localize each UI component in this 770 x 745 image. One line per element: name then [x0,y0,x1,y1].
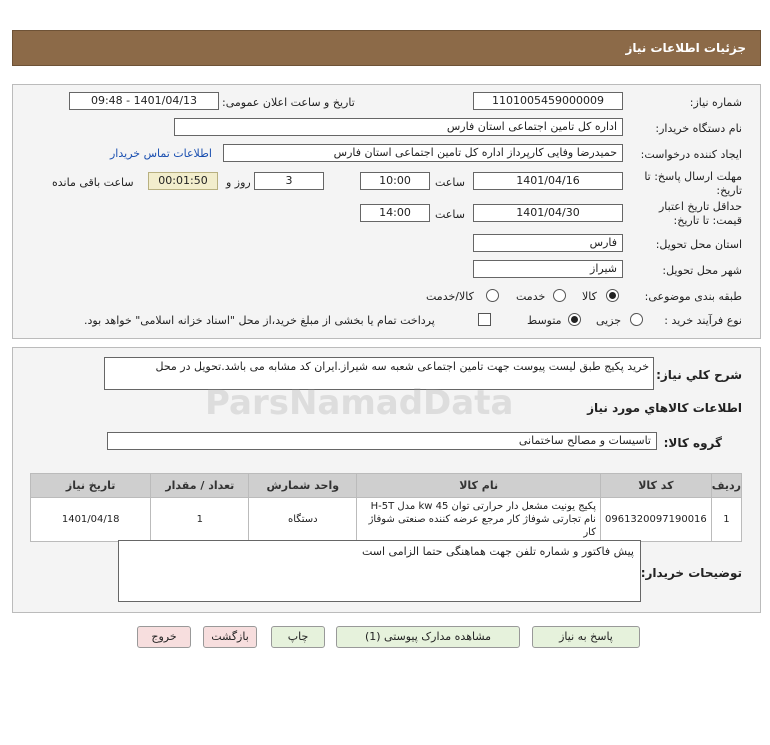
validity-date-field: 1401/04/30 [473,204,623,222]
watermark-text: ParsNamadData [205,383,514,423]
cell-name: پکیج یونیت مشعل دار حرارتی توان kw 45 مدل H-5T نام تجارتی شوفاژ کار مرجع عرضه کننده صنعتی شوفاژ کار [357,498,601,542]
city-field: شیراز [473,260,623,278]
items-table [30,473,742,542]
deadline-label: مهلت ارسال پاسخ: تا [644,170,742,183]
deadline-time-label: ساعت [435,176,465,189]
need-number-field: 1101005459000009 [473,92,623,110]
category-radio-service[interactable] [553,289,566,302]
reply-button[interactable]: پاسخ به نیاز [532,626,640,648]
category-option-goods-service: کالا/خدمت [426,290,474,303]
cell-row-number: 1 [711,498,741,542]
cell-need-date: 1401/04/18 [31,498,151,542]
print-button[interactable]: چاپ [271,626,325,648]
col-header-need-date: تاریخ نیاز [31,474,151,498]
goods-group-field: تاسیسات و مصالح ساختمانی [107,432,657,450]
col-header-name: نام کالا [357,474,601,498]
summary-field: خرید پکیج طبق لیست پیوست جهت تامین اجتماعی شعبه سه شیراز.ایران کد مشابه می باشد.تحویل در محل [104,357,654,390]
treasury-payment-note: پرداخت تمام یا بخشی از مبلغ خرید،از محل "اسناد خزانه اسلامی" خواهد بود. [84,314,435,327]
category-option-service: خدمت [516,290,546,303]
deadline-date-field: 1401/04/16 [473,172,623,190]
city-label: شهر محل تحویل: [662,264,742,277]
announce-datetime-field: 1401/04/13 - 09:48 [69,92,219,110]
buyer-contact-link[interactable]: اطلاعات تماس خریدار [110,147,212,160]
validity-time-field: 14:00 [360,204,430,222]
buyer-org-label: نام دستگاه خریدار: [655,122,742,135]
deadline-time-field: 10:00 [360,172,430,190]
province-field: فارس [473,234,623,252]
category-option-goods: کالا [582,290,597,303]
process-radio-medium[interactable] [568,313,581,326]
buyer-org-field: اداره کل تامین اجتماعی استان فارس [174,118,623,136]
process-label: نوع فرآیند خرید : [664,314,742,327]
page-title: جزئیات اطلاعات نیاز [625,41,746,55]
category-radio-goods-service[interactable] [486,289,499,302]
category-radio-goods[interactable] [606,289,619,302]
col-header-unit: واحد شمارش [249,474,357,498]
items-section-title: اطلاعات کالاهاي مورد نياز [587,401,742,415]
summary-label: شرح کلي نياز: [656,368,742,382]
cell-unit: دستگاه [249,498,357,542]
deadline-label-date: تاریخ: [716,184,742,197]
cell-code: 0961320097190016 [600,498,711,542]
remaining-label: ساعت باقی مانده [52,176,134,189]
process-option-minor: جزیی [596,314,622,327]
col-header-quantity: تعداد / مقدار [151,474,249,498]
back-button[interactable]: بازگشت [203,626,257,648]
days-label: روز و [226,176,251,189]
view-attachments-button[interactable]: مشاهده مدارک پیوستی (1) [336,626,520,648]
col-header-code: کد کالا [600,474,711,498]
need-number-label: شماره نیاز: [689,96,742,109]
process-option-medium: متوسط [527,314,562,327]
page-header [12,30,761,66]
validity-time-label: ساعت [435,208,465,221]
exit-button[interactable]: خروج [137,626,191,648]
requester-field: حمیدرضا وفایی کارپرداز اداره کل تامین اجتماعی استان فارس [223,144,623,162]
announce-label: تاریخ و ساعت اعلان عمومی: [222,96,355,109]
col-header-row-number: ردیف [711,474,741,498]
category-label: طبقه بندی موضوعی: [644,290,742,303]
validity-label-date: قیمت: تا تاریخ: [673,214,742,227]
process-radio-minor[interactable] [630,313,643,326]
treasury-payment-checkbox[interactable] [478,313,491,326]
buyer-notes-field: پیش فاکتور و شماره تلفن جهت هماهنگی حتما الزامی است [118,540,641,602]
remaining-time-field: 00:01:50 [148,172,218,190]
province-label: استان محل تحویل: [655,238,742,251]
cell-quantity: 1 [151,498,249,542]
goods-group-label: گروه کالا: [663,436,722,450]
requester-label: ایجاد کننده درخواست: [640,148,742,161]
validity-label: حداقل تاریخ اعتبار [658,200,742,213]
buyer-notes-label: توضیحات خریدار: [640,566,742,580]
table-row [31,498,742,542]
days-field: 3 [254,172,324,190]
table-header-row [31,474,742,498]
